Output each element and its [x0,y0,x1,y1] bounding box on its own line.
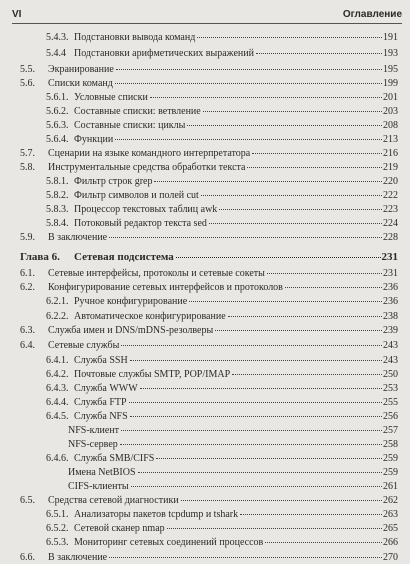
toc-entry [46,106,398,118]
toc-entry-number: 5.8.3. [46,204,69,215]
toc-entry-number: 6.4.2. [46,369,69,380]
toc-entry-number: Глава 6. [20,251,60,263]
toc-entry-number: 6.4.3. [46,383,69,394]
toc-entry [46,204,398,216]
toc-entry-title: Служба имен и DNS/mDNS-резолверы [48,325,214,336]
toc-entry [20,78,398,90]
toc-entry-title: Экранирование [48,64,114,75]
toc-entry [46,453,398,465]
toc-entry-number: 5.4.3. [46,32,69,43]
toc-entry-title: Ручное конфигурирование [74,296,188,307]
dot-leader [189,301,382,302]
dot-leader [154,181,382,182]
toc-entry [46,537,398,549]
dot-leader [140,388,382,389]
dot-leader [181,500,382,501]
toc-entry-title: NFS-сервер [68,439,118,450]
toc-entry [46,369,398,381]
toc-entry [46,190,398,202]
toc-entry-title: Списки команд [48,78,113,89]
toc-entry-number: 6.4.6. [46,453,69,464]
toc-entry-title: В заключение [48,552,108,563]
page-header [12,7,402,24]
toc-entry-title: Фильтр строк grep [74,176,153,187]
toc-entry-title: Подстановки арифметических выражений [74,48,254,59]
toc-entry-number: 5.8.1. [46,176,69,187]
toc-entry-number: 6.4.4. [46,397,69,408]
toc-entry-title: В заключение [48,232,108,243]
toc-entry [20,340,398,352]
toc-entry [46,383,398,395]
toc-entry-page: 262 [383,495,398,506]
toc-entry-title: Анализаторы пакетов tcpdump и tshark [74,509,239,520]
dot-leader [219,209,382,210]
toc-entry-title: Функции [74,134,114,145]
toc-entry [68,425,398,437]
toc-entry-page: 258 [383,439,398,450]
dot-leader [129,402,382,403]
dot-leader [130,360,382,361]
toc-entry [46,355,398,367]
toc-entry [46,134,398,146]
dot-leader [209,223,382,224]
page-number: VI [12,9,22,20]
dot-leader [256,53,382,54]
toc-entry-number: 5.6.3. [46,120,69,131]
toc-entry [20,282,398,294]
toc-entry [46,311,398,323]
dot-leader [121,430,382,431]
toc-entry-number: 6.5.1. [46,509,69,520]
toc-entry-number: 5.9. [20,232,35,243]
toc-entry-number: 6.1. [20,268,35,279]
toc-entry-number: 6.5. [20,495,35,506]
dot-leader [130,416,382,417]
toc-entry-title: Потоковый редактор текста sed [74,218,207,229]
toc-entry-title: Служба SMB/CIFS [74,453,155,464]
toc-entry [46,120,398,132]
dot-leader [176,257,381,258]
dot-leader [121,345,382,346]
toc-entry-number: 5.7. [20,148,35,159]
toc-entry-title: Процессор текстовых таблиц awk [74,204,218,215]
toc-entry-page: 224 [383,218,398,229]
toc-entry-number: 5.8.4. [46,218,69,229]
toc-entry [20,325,398,337]
dot-leader [228,316,382,317]
dot-leader [247,167,382,168]
toc-entry-title: NFS-клиент [68,425,120,436]
toc-entry-number: 6.4. [20,340,35,351]
dot-leader [156,458,382,459]
toc-entry-title: Служба SSH [74,355,128,366]
toc-entry-title: Подстановки вывода команд [74,32,196,43]
toc-entry-title: Инструментальные средства обработки текста [48,162,246,173]
toc-entry [68,481,398,493]
toc-entry-number: 6.3. [20,325,35,336]
toc-entry-page: 216 [383,148,398,159]
toc-entry [46,296,398,308]
toc-entry-number: 5.4.4 [46,48,66,59]
toc-entry-title: Условные списки [74,92,148,103]
toc-entry-page: 213 [383,134,398,145]
toc-entry-page: 239 [383,325,398,336]
toc-entry-number: 5.6.2. [46,106,69,117]
toc-entry-page: 255 [383,397,398,408]
toc-entry-page: 219 [383,162,398,173]
toc-entry-page: 228 [383,232,398,243]
dot-leader [115,83,382,84]
toc-entry-page: 191 [383,32,398,43]
toc-entry-number: 6.6. [20,552,35,563]
section-title: Оглавление [342,9,402,20]
toc-entry-number: 6.5.2. [46,523,69,534]
toc-entry-title: Составные списки: ветвление [74,106,201,117]
toc-entry-title: Служба WWW [74,383,138,394]
toc-entry-page: 238 [383,311,398,322]
toc-entry-page: 259 [383,453,398,464]
toc-entry [20,232,398,244]
toc-entry-title: Средства сетевой диагностики [48,495,179,506]
toc-entry [20,148,398,160]
toc-entry [20,162,398,174]
toc-entry-number: 5.6.1. [46,92,69,103]
dot-leader [267,273,382,274]
toc-entry [46,32,398,44]
toc-entry-page: 203 [383,106,398,117]
toc-entry-title: Составные списки: циклы [74,120,186,131]
dot-leader [285,287,382,288]
dot-leader [150,97,382,98]
toc-entry-title: Мониторинг сетевых соединений процессов [74,537,264,548]
toc-entry-page: 250 [383,369,398,380]
dot-leader [167,528,382,529]
dot-leader [232,374,382,375]
toc-entry-page: 243 [383,355,398,366]
toc-entry-number: 5.5. [20,64,35,75]
toc-entry-page: 199 [383,78,398,89]
toc-entry [46,397,398,409]
toc-entry-number: 6.4.5. [46,411,69,422]
dot-leader [120,444,382,445]
toc-entry-title: Сетевые службы [48,340,120,351]
toc-entry-page: 231 [383,268,398,279]
dot-leader [131,486,382,487]
toc-entry [20,495,398,507]
toc-entry-page: 257 [383,425,398,436]
toc-entry [68,439,398,451]
toc-entry-number: 6.2.2. [46,311,69,322]
toc-entry-page: 259 [383,467,398,478]
dot-leader [116,69,382,70]
toc-entry-title: Сетевые интерфейсы, протоколы и сетевые сокеты [48,268,265,279]
dot-leader [138,472,383,473]
chapter-entry [20,251,398,263]
toc-entry-number: 5.6.4. [46,134,69,145]
toc-entry-number: 6.5.3. [46,537,69,548]
toc-entry [46,92,398,104]
toc-entry [46,176,398,188]
toc-entry-page: 208 [383,120,398,131]
toc-entry [20,552,398,564]
toc-entry-page: 201 [383,92,398,103]
toc-entry [46,509,398,521]
toc-entry-number: 5.8. [20,162,35,173]
toc-entry-page: 220 [383,176,398,187]
toc-entry-page: 253 [383,383,398,394]
dot-leader [109,557,382,558]
toc-entry-page: 263 [383,509,398,520]
toc-entry [46,48,398,60]
toc-entry-title: Служба FTP [74,397,127,408]
toc-entry-page: 236 [383,296,398,307]
dot-leader [109,237,382,238]
toc-entry-title: Почтовые службы SMTP, POP/IMAP [74,369,231,380]
toc-entry-title: Фильтр символов и полей cut [74,190,199,201]
toc-entry-page: 236 [383,282,398,293]
toc-entry [20,64,398,76]
dot-leader [187,125,382,126]
toc-entry [46,411,398,423]
toc-entry-number: 6.2.1. [46,296,69,307]
toc-entry-title: Автоматическое конфигурирование [74,311,226,322]
toc-entry-number: 6.4.1. [46,355,69,366]
toc-entry-number: 6.2. [20,282,35,293]
toc-entry-number: 5.6. [20,78,35,89]
toc-entry-page: 193 [383,48,398,59]
toc-entry-page: 261 [383,481,398,492]
toc-entry-page: 222 [383,190,398,201]
toc-entry-page: 265 [383,523,398,534]
toc-entry [46,218,398,230]
toc-entry-title: CIFS-клиенты [68,481,129,492]
toc-entry-page: 256 [383,411,398,422]
dot-leader [201,195,382,196]
toc-entry-number: 5.8.2. [46,190,69,201]
dot-leader [252,153,382,154]
dot-leader [240,514,382,515]
toc-entry-title: Сценарии на языке командного интерпретатора [48,148,251,159]
dot-leader [197,37,382,38]
toc-entry [68,467,398,479]
toc-entry [46,523,398,535]
toc-entry-title: Имена NetBIOS [68,467,136,478]
toc-entry-page: 266 [383,537,398,548]
toc-entry-title: Сетевая подсистема [74,251,174,263]
toc-entry-page: 223 [383,204,398,215]
dot-leader [203,111,382,112]
toc-entry-page: 195 [383,64,398,75]
toc-entry-title: Служба NFS [74,411,128,422]
dot-leader [115,139,382,140]
toc-entry-title: Сетевой сканер nmap [74,523,165,534]
dot-leader [265,542,382,543]
toc-entry-page: 243 [383,340,398,351]
toc-entry-page: 231 [381,251,398,263]
toc-entry-page: 270 [383,552,398,563]
toc-entry [20,268,398,280]
toc-entry-title: Конфигурирование сетевых интерфейсов и протоколов [48,282,283,293]
dot-leader [215,330,382,331]
